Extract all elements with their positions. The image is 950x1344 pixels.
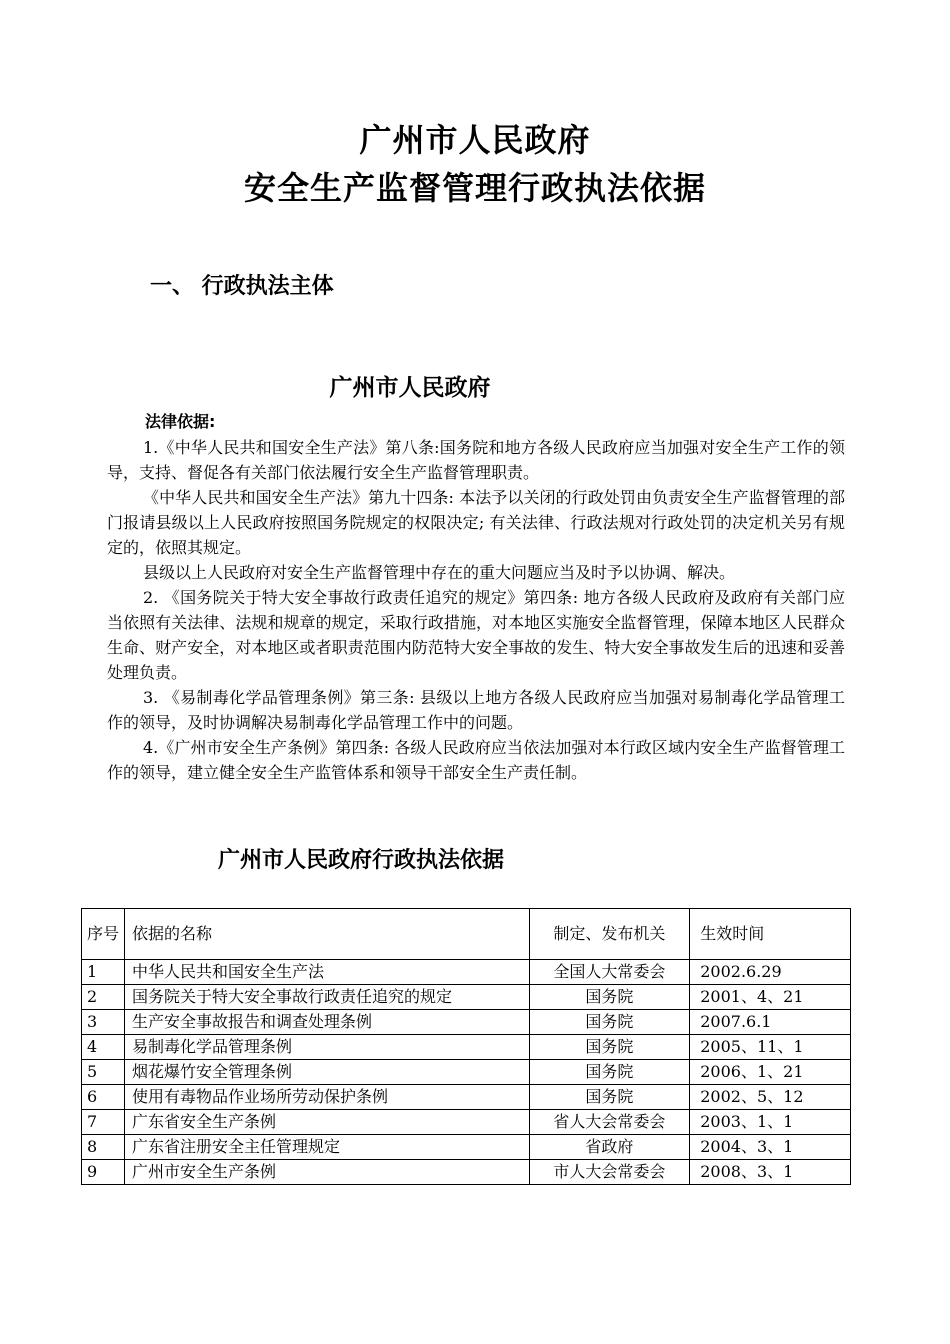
cell-name: 中华人民共和国安全生产法 <box>125 960 530 985</box>
enforcement-basis-table <box>81 908 851 1185</box>
document-title-line-2: 安全生产监督管理行政执法依据 <box>243 169 706 207</box>
cell-date: 2005、11、1 <box>690 1035 851 1060</box>
cell-org: 国务院 <box>529 1085 690 1110</box>
table-row <box>82 1160 851 1185</box>
legal-paragraph: 4.《广州市安全生产条例》第四条: 各级人民政府应当依法加强对本行政区域内安全生产监督管理工作的领导，建立健全安全生产监管体系和领导干部安全生产责任制。 <box>107 738 845 782</box>
cell-date: 2004、3、1 <box>690 1135 851 1160</box>
cell-name: 烟花爆竹安全管理条例 <box>125 1060 530 1085</box>
cell-name: 国务院关于特大安全事故行政责任追究的规定 <box>125 985 530 1010</box>
header-name: 依据的名称 <box>125 909 530 960</box>
header-no: 序号 <box>82 909 125 960</box>
legal-basis-text <box>107 435 845 785</box>
cell-no: 8 <box>82 1135 125 1160</box>
cell-name: 使用有毒物品作业场所劳动保护条例 <box>125 1085 530 1110</box>
legal-paragraph: 1.《中华人民共和国安全生产法》第八条:国务院和地方各级人民政府应当加强对安全生产工作的领导，支持、督促各有关部门依法履行安全生产监督管理职责。 <box>107 438 845 482</box>
cell-org: 全国人大常委会 <box>529 960 690 985</box>
table-row <box>82 1110 851 1135</box>
cell-date: 2002.6.29 <box>690 960 851 985</box>
cell-no: 2 <box>82 985 125 1010</box>
legal-paragraph: 《中华人民共和国安全生产法》第九十四条: 本法予以关闭的行政处罚由负责安全生产监督管理的部门报请县级以上人民政府按照国务院规定的权限决定; 有关法律、行政法规对行政处罚的决定机关另有规定的，依照其规定。 <box>107 488 845 557</box>
table-row <box>82 1035 851 1060</box>
table-row <box>82 1060 851 1085</box>
section-heading: 一、 行政执法主体 <box>150 274 334 299</box>
cell-date: 2003、1、1 <box>690 1110 851 1135</box>
cell-org: 国务院 <box>529 1060 690 1085</box>
cell-name: 生产安全事故报告和调查处理条例 <box>125 1010 530 1035</box>
cell-date: 2001、4、21 <box>690 985 851 1010</box>
cell-org: 省政府 <box>529 1135 690 1160</box>
cell-no: 6 <box>82 1085 125 1110</box>
enforcement-subject-name: 广州市人民政府 <box>329 375 491 401</box>
cell-date: 2007.6.1 <box>690 1010 851 1035</box>
cell-no: 3 <box>82 1010 125 1035</box>
legal-paragraph: 县级以上人民政府对安全生产监督管理中存在的重大问题应当及时予以协调、解决。 <box>143 563 736 582</box>
table-row <box>82 1135 851 1160</box>
cell-name: 广东省安全生产条例 <box>125 1110 530 1135</box>
table-row <box>82 960 851 985</box>
cell-name: 广东省注册安全主任管理规定 <box>125 1135 530 1160</box>
cell-org: 省人大会常委会 <box>529 1110 690 1135</box>
cell-date: 2006、1、21 <box>690 1060 851 1085</box>
cell-date: 2002、5、12 <box>690 1085 851 1110</box>
table-row <box>82 1085 851 1110</box>
table-title: 广州市人民政府行政执法依据 <box>218 848 505 873</box>
cell-org: 国务院 <box>529 1010 690 1035</box>
cell-org: 市人大会常委会 <box>529 1160 690 1185</box>
cell-no: 9 <box>82 1160 125 1185</box>
table-row <box>82 1010 851 1035</box>
cell-no: 7 <box>82 1110 125 1135</box>
legal-paragraph: 2. 《国务院关于特大安全事故行政责任追究的规定》第四条: 地方各级人民政府及政府有关部门应当依照有关法律、法规和规章的规定，采取行政措施，对本地区实施安全监督管理，保障本地区人民群众生命、财产安全，对本地区或者职责范围内防范特大安全事故的发生、特大安全事故发生后的迅速和妥善处理负责。 <box>107 588 845 682</box>
header-org: 制定、发布机关 <box>529 909 690 960</box>
cell-date: 2008、3、1 <box>690 1160 851 1185</box>
cell-name: 易制毒化学品管理条例 <box>125 1035 530 1060</box>
document-title-line-1: 广州市人民政府 <box>359 121 591 159</box>
cell-org: 国务院 <box>529 1035 690 1060</box>
legal-paragraph: 3. 《易制毒化学品管理条例》第三条: 县级以上地方各级人民政府应当加强对易制毒化学品管理工作的领导，及时协调解决易制毒化学品管理工作中的问题。 <box>107 688 845 732</box>
cell-name: 广州市安全生产条例 <box>125 1160 530 1185</box>
cell-org: 国务院 <box>529 985 690 1010</box>
cell-no: 4 <box>82 1035 125 1060</box>
table-row <box>82 985 851 1010</box>
legal-basis-label: 法律依据: <box>145 412 216 431</box>
table-header-row <box>82 909 851 960</box>
cell-no: 5 <box>82 1060 125 1085</box>
cell-no: 1 <box>82 960 125 985</box>
header-date: 生效时间 <box>690 909 851 960</box>
